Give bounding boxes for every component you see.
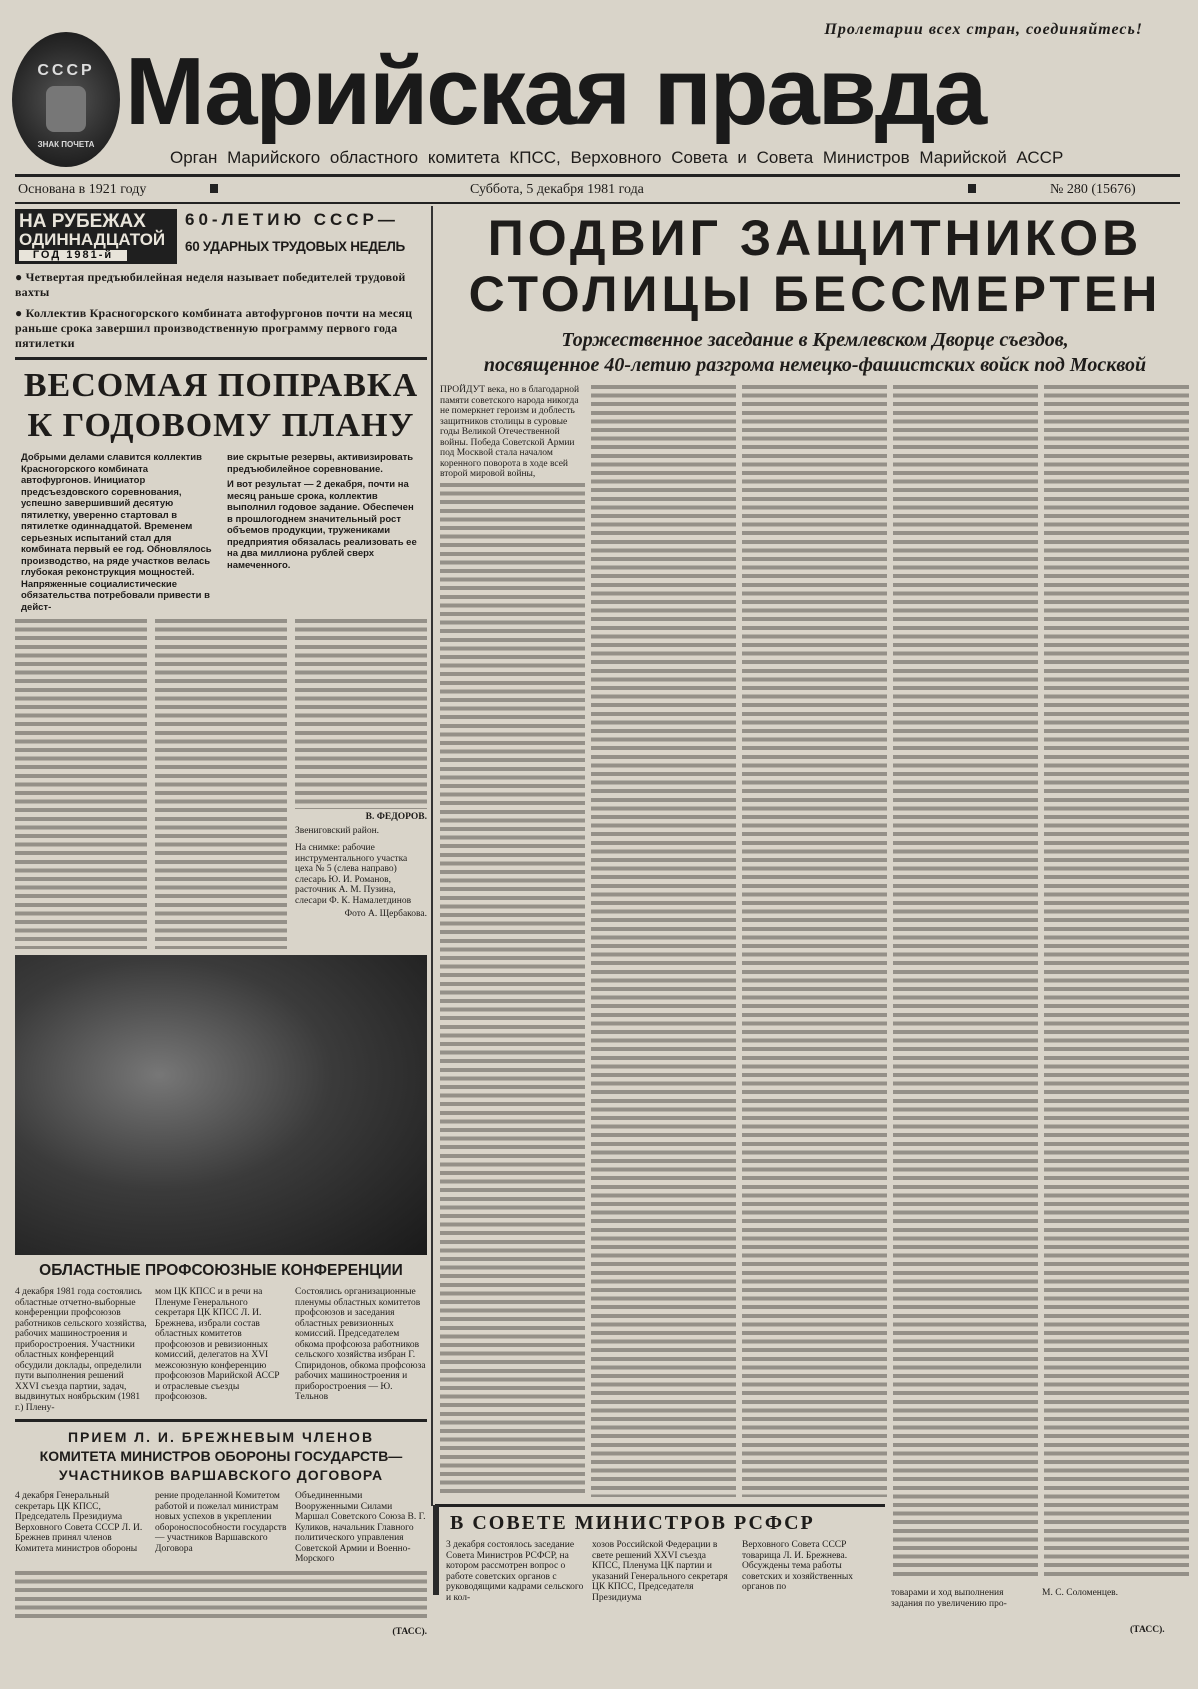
bullet-text: Коллектив Красногорского комбината автофургонов почти на месяц раньше срока завершил производственную программу первого года пятилетки [15,306,413,350]
headline-line: УЧАСТНИКОВ ВАРШАВСКОГО ДОГОВОРА [58,1467,384,1483]
order-emblem [12,32,120,167]
sovmin-column: товарами и ход выполнения задания по увеличению про- [891,1588,1007,1609]
sovmin-column: М. С. Соломенцев. [1042,1588,1119,1598]
publisher-line: Орган Марийского областного комитета КПСС, Верховного Совета и Совета Министров Марийской АССР [170,148,1064,167]
emblem-caption: ЗНАК ПОЧЕТА [37,140,95,149]
bullet-item: ● Четвертая предъюбилейная неделя называет победителей трудовой вахты [15,270,406,299]
rubric-row [15,209,427,264]
sovmin-column: хозов Российской Федерации в свете решений XXVI съезда КПСС, Пленума ЦК партии и указаний Генерального секретаря ЦК КПСС, Председателя Президиума [592,1540,728,1603]
subtitle-line: Торжественное заседание в Кремлевском Дворце съездов, [561,329,1069,351]
rubric-line: ОДИННАДЦАТОЙ [19,230,166,249]
square-marker-icon [968,184,976,193]
headline-line: К ГОДОВОМУ ПЛАНУ [27,407,415,444]
article-column [155,619,287,949]
headline-line: КОМИТЕТА МИНИСТРОВ ОБОРОНЫ ГОСУДАРСТВ— [39,1448,403,1464]
bullet-text: Четвертая предъюбилейная неделя называет победителей трудовой вахты [15,270,406,299]
main-column [1044,385,1189,1580]
district: Звениговский район. [295,825,380,836]
news-photo [15,955,427,1255]
article-column [742,385,887,1497]
main-header [440,210,1190,378]
founded-year: Основана в 1921 году [18,182,147,197]
article-column [893,385,1038,1580]
rubric-subtitle: 60 УДАРНЫХ ТРУДОВЫХ НЕДЕЛЬ [185,239,405,254]
photo-credit: Фото А. Щербакова. [344,909,427,919]
headline-line: СТОЛИЦЫ БЕССМЕРТЕН [468,266,1162,322]
conference-headline: ОБЛАСТНЫЕ ПРОФСОЮЗНЫЕ КОНФЕРЕНЦИИ [39,1262,403,1279]
conference-column: Состоялись организационные пленумы областных комитетов профсоюзов и заседания областных ревизионных комиссий. Председателем обкома профсоюза работников сельского хозяйства избран Г. Спиридонов, обкома профсоюза рабочих машиностроения и приборостроения — Ю. Тельнов [295,1287,426,1402]
headline-line: ПОДВИГ ЗАЩИТНИКОВ [487,210,1143,266]
box-border [433,1505,439,1595]
main-column [591,385,736,1497]
main-column [440,385,585,1497]
article-column-end [295,619,427,920]
square-marker-icon [210,184,218,193]
lead-paragraph: Добрыми делами славится коллектив Красногорского комбината автофургонов. Инициатор предсъездовского соревнования, успешно завершивший десятую пятилетку, уверенно стартовал в пятилетке одиннадцатой. Временем серьезных испытаний стал для комбината первый ее год. Обновлялось производство, на ряде участков велась глубокая реконструкция мощностей. Напряженные социалистические обязательства потребовали привести в дейст- [21,452,212,613]
tass-credit: (ТАСС). [392,1626,427,1637]
article-column [1044,385,1189,1580]
brezhnev-column: 4 декабря Генеральный секретарь ЦК КПСС, Председатель Президиума Верховного Совета СССР Л. И. Брежнев принял членов Комитета министров обороны [15,1491,143,1554]
masthead-rule [15,174,1180,177]
main-columns [440,385,1190,1580]
article-column [591,385,736,1497]
emblem-text: СССР [37,62,95,79]
lead-text: вие скрытые резервы, активизировать предъюбилейное соревнование. [227,452,414,475]
sovmin-headline: В СОВЕТЕ МИНИСТРОВ РСФСР [450,1512,815,1534]
lead-paragraph [227,452,421,571]
conference-column: мом ЦК КПСС и в речи на Пленуме Генерального секретаря ЦК КПСС Л. И. Брежнева, избрали состав областных комитетов профсоюзов и ревизионных комиссий, делегатов на XVI межсоюзную конференцию профсоюзов Марийской АССР и отраслевые съезды профсоюзов. [155,1287,280,1402]
main-subtitle [440,328,1190,378]
photo-caption: На снимке: рабочие инструментального участка цеха № 5 (слева направо) слесарь Ю. И. Романов, расточник А. М. Пузина, слесари Ф. К. Намалетдинов [295,843,412,906]
section-rule [15,357,427,360]
issue-number: № 280 (15676) [1050,182,1136,197]
issue-date: Суббота, 5 декабря 1981 года [470,182,644,197]
subtitle-line: посвященное 40-летию разгрома немецко-фашистских войск под Москвой [483,354,1147,376]
slogan: Пролетарии всех стран, соединяйтесь! [824,21,1143,38]
sovmin-column: 3 декабря состоялось заседание Совета Министров РСФСР, на котором рассмотрен вопрос о работе советских органов с руководящими кадрами сельского и кол- [446,1540,584,1603]
headline-line: ВЕСОМАЯ ПОПРАВКА [23,367,419,404]
left-column [15,209,427,1637]
sovmin-column: Верховного Совета СССР товарища Л. И. Брежнева. Обсуждены тема работы советских и хозяйственных органов по [742,1540,854,1592]
brezhnev-body [15,1571,427,1621]
article-column [295,619,427,809]
headline-line: ПРИЕМ Л. И. БРЕЖНЕВЫМ ЧЛЕНОВ [67,1429,375,1445]
article-column [440,483,585,1498]
brezhnev-column: рение проделанной Комитетом работой и пожелал министрам новых успехов в укреплении обороноспособности государств — участников Варшавского Договора [155,1491,287,1554]
lead-row [15,452,427,613]
rubric-line: НА РУБЕЖАХ [19,211,146,232]
lead-text: И вот результат — 2 декабря, почти на месяц раньше срока, коллектив выполнил годовое задание. Обеспечен в прошлогоднем значительный рост объемов продукции, тружениками предприятия обязалась реализовать ее на два миллиона рублей сверх намеченного. [227,479,417,571]
section-rule [15,1419,427,1422]
article-column [15,619,147,949]
brezhnev-headline [15,1428,427,1485]
main-headline [440,210,1190,322]
main-column [893,385,1038,1580]
tass-credit: (ТАСС). [1130,1625,1165,1635]
conference-column: 4 декабря 1981 года состоялись областные отчетно-выборные конференции профсоюзов работников сельского хозяйства, рабочих машиностроения и приборостроения. Участники областных конференций обсудили доклады, определили пути выполнения решений XXVI съезда партии, задач, выдвинутых ноябрьским (1981 г.) Плену- [15,1287,147,1413]
column-divider [431,206,433,1506]
bullet-item: ● Коллектив Красногорского комбината автофургонов почти на месяц раньше срока завершил производственную программу первого года пятилетки [15,306,413,350]
article-body [15,619,427,949]
conference-body [15,1287,427,1413]
brezhnev-column: Объединенными Вооруженными Силами Маршал Советского Союза В. Г. Куликов, начальник Главного политического управления Советской Армии и Военно-Морского [295,1491,426,1564]
article-headline [15,366,427,446]
rubric-year: ГОД 1981-й [19,250,127,261]
section-rule [435,1504,885,1507]
rubric-title: 60-ЛЕТИЮ СССР— [185,210,399,229]
newspaper-title: Марийская правда [125,38,986,145]
main-column [742,385,887,1497]
rubric-badge [15,209,177,264]
brezhnev-body-top [15,1491,427,1565]
rubric-titles [185,209,405,257]
emblem-figures-icon [46,86,86,132]
dateline-rule [15,202,1180,204]
byline: В. ФЕДОРОВ. [365,812,427,822]
main-article-lead: ПРОЙДУТ века, но в благодарной памяти советского народа никогда не померкнет героизм и доблесть защитников столицы в суровые годы Великой Отечественной войны. Победа Советской Армии под Москвой стала началом коренного поворота в ходе всей второй мировой войны, [440,385,580,479]
